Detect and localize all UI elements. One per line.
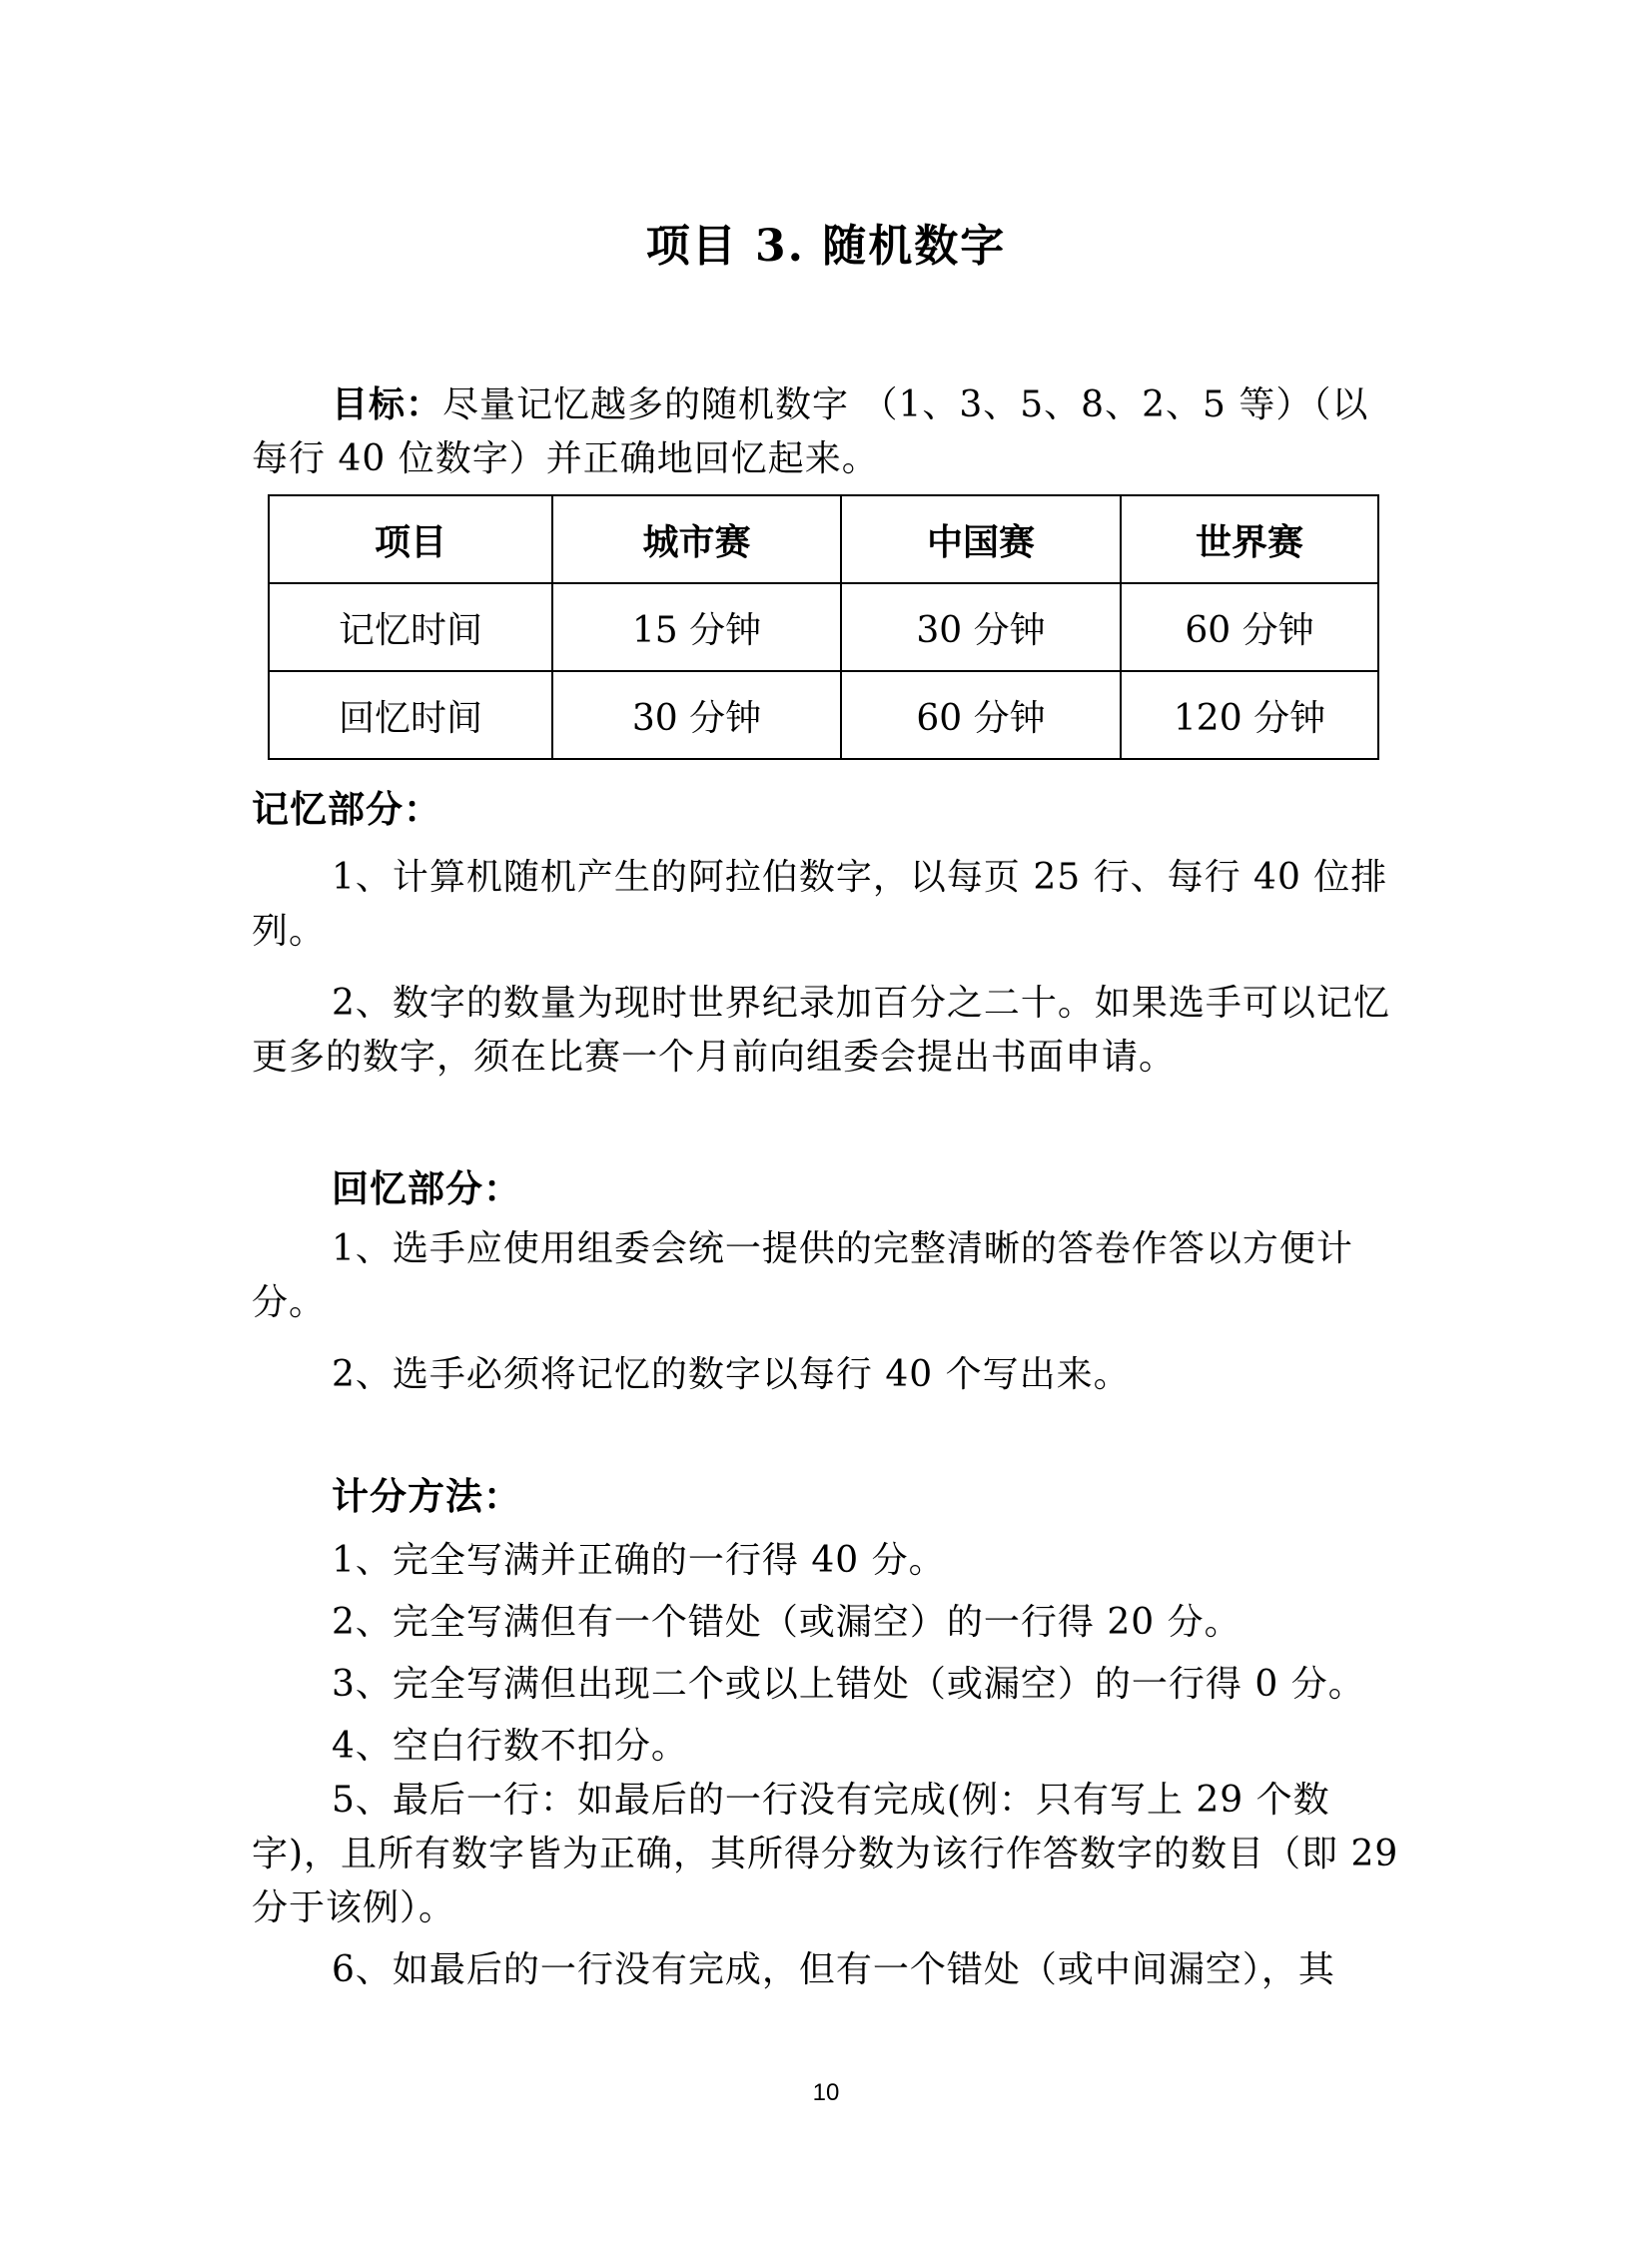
- table-header-cell: 中国赛: [841, 495, 1121, 583]
- objective-paragraph: [252, 377, 1400, 486]
- recall-section-heading: 回忆部分：: [332, 1166, 521, 1210]
- scoring-item: 6、如最后的一行没有完成，但有一个错处（或中间漏空），其: [332, 1949, 1335, 1990]
- memory-section-heading: 记忆部分：: [252, 787, 441, 831]
- recall-item: 1、选手应使用组委会统一提供的完整清晰的答卷作答以方便计分。: [252, 1228, 1353, 1323]
- memory-item: 2、数字的数量为现时世界纪录加百分之二十。如果选手可以记忆更多的数字，须在比赛一个月前向组委会提出书面申请。: [252, 983, 1390, 1078]
- table-cell: 15 分钟: [552, 583, 841, 671]
- table-header-cell: 城市赛: [552, 495, 841, 583]
- table-row: [269, 583, 1378, 671]
- recall-item: 2、选手必须将记忆的数字以每行 40 个写出来。: [332, 1354, 1131, 1395]
- time-limits-table: [268, 494, 1379, 760]
- scoring-item: 2、完全写满但有一个错处（或漏空）的一行得 20 分。: [332, 1602, 1241, 1643]
- scoring-item: 3、完全写满但出现二个或以上错处（或漏空）的一行得 0 分。: [332, 1664, 1365, 1705]
- memory-item: 1、计算机随机产生的阿拉伯数字，以每页 25 行、每行 40 位排列。: [252, 857, 1388, 952]
- table-cell: 60 分钟: [1121, 583, 1378, 671]
- page-title: 项目 3. 随机数字: [645, 221, 1007, 272]
- table-header-cell: 项目: [269, 495, 552, 583]
- scoring-section-heading: 计分方法：: [332, 1474, 521, 1518]
- table-cell: 30 分钟: [552, 671, 841, 759]
- table-header-row: [269, 495, 1378, 583]
- scoring-item: 1、完全写满并正确的一行得 40 分。: [332, 1540, 946, 1581]
- scoring-item: 4、空白行数不扣分。: [332, 1726, 688, 1767]
- table-row: [269, 671, 1378, 759]
- page-number: 10: [812, 2079, 840, 2106]
- objective-text: 尽量记忆越多的随机数字 （1、3、5、8、2、5 等）（以每行 40 位数字）并正确地回忆起来。: [252, 384, 1369, 479]
- objective-label: 目标：: [332, 383, 443, 425]
- table-header-cell: 世界赛: [1121, 495, 1378, 583]
- scoring-item: 5、最后一行：如最后的一行没有完成(例：只有写上 29 个数字)，且所有数字皆为正确，其所得分数为该行作答数字的数目（即 29 分于该例）。: [252, 1780, 1399, 1928]
- table-cell: 记忆时间: [269, 583, 552, 671]
- table-cell: 120 分钟: [1121, 671, 1378, 759]
- table-cell: 回忆时间: [269, 671, 552, 759]
- table-cell: 30 分钟: [841, 583, 1121, 671]
- table-cell: 60 分钟: [841, 671, 1121, 759]
